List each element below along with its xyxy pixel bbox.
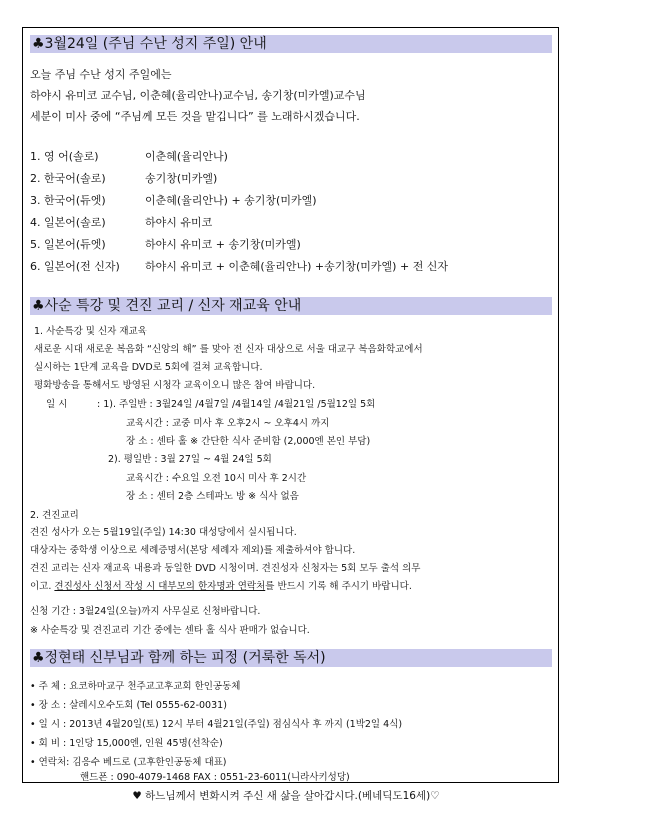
footer-quote: ♥ 하느님께서 변화시켜 주신 새 삶을 살아갑시다.(베네딕도16세)♡ — [132, 790, 440, 802]
section1-title: ♣3월24일 (주님 수난 성지 주일) 안내 — [30, 35, 552, 53]
p2-line-4-end: 를 반드시 기록 해 주시기 바랍니다. — [265, 581, 412, 592]
weekday-class-time: 교육시간 : 수요일 오전 10시 미사 후 2시간 — [126, 473, 307, 484]
intro-line-2: 하야시 유미코 교수님, 이춘혜(율리안나)교수님, 송기창(미카엘)교수님 — [30, 89, 366, 102]
song-6-singer: 하야시 유미코 + 이춘혜(율리안나) +송기창(미카엘) + 전 신자 — [145, 260, 449, 273]
intro-line-3: 세분이 미사 중에 “주님께 모든 것을 맡깁니다” 를 노래하시겠습니다. — [30, 110, 360, 123]
section3-title: ♣정현태 신부님과 함께 하는 피정 (거룩한 독서) — [30, 649, 552, 667]
p1-heading: 1. 사순특강 및 신자 재교육 — [34, 326, 147, 337]
song-4-singer: 하야시 유미코 — [145, 216, 213, 229]
sunday-class-dates: : 1). 주일반 : 3월24일 /4월7일 /4월14일 /4월21일 /5월12일 5회 — [97, 399, 376, 410]
p2-line-4 — [30, 578, 412, 592]
p2-line-1: 견진 성사가 오는 5월19일(주일) 14:30 대성당에서 실시됩니다. — [30, 527, 297, 538]
meal-note: ※ 사순특강 및 견진교리 기간 중에는 센타 홀 식사 판매가 없습니다. — [30, 625, 310, 636]
p2-line-3: 견진 교리는 신자 재교육 내용과 동일한 DVD 시청이며. 견진성자 신청자는 5회 모두 출석 의무 — [30, 563, 421, 574]
sunday-class-time: 교육시간 : 교중 미사 후 오후2시 ~ 오후4시 까지 — [126, 418, 330, 429]
p2-heading: 2. 견진교리 — [30, 510, 79, 521]
song-1-lang: 1. 영 어(솔로) — [30, 150, 99, 163]
song-6-lang: 6. 일본어(전 신자) — [30, 260, 120, 273]
retreat-place: • 장 소 : 살레시오수도회 (Tel 0555-62-0031) — [30, 700, 227, 711]
section2-title: ♣사순 특강 및 견진 교리 / 신자 재교육 안내 — [30, 297, 552, 315]
p1-line-2: 실시하는 1단계 교육을 DVD로 5회에 걸쳐 교육합니다. — [34, 362, 263, 373]
song-1-singer: 이춘혜(율리안나) — [145, 150, 228, 163]
retreat-contact: • 연락처: 김응수 베드로 (고후한인공동체 대표) — [30, 757, 227, 768]
intro-line-1: 오늘 주님 수난 성지 주일에는 — [30, 68, 172, 81]
p1-line-1: 새로운 시대 새로운 복음화 “신앙의 해” 를 맞아 전 신자 대상으로 서울 대교구 복음화학교에서 — [34, 344, 423, 355]
p1-line-3: 평화방송을 통해서도 방영된 시청각 교육이오니 많은 참여 바랍니다. — [34, 380, 316, 391]
date-label: 일 시 — [46, 399, 68, 410]
p2-line-2: 대상자는 중학생 이상으로 세례증명서(본당 세례자 제외)를 제출하셔야 합니다. — [30, 545, 356, 556]
p2-line-4-underlined: 견진성사 신청서 작성 시 대부모의 한자명과 연락처 — [54, 581, 266, 592]
p2-line-4-start: 이고. — [30, 581, 55, 592]
song-5-singer: 하야시 유미코 + 송기창(미카엘) — [145, 238, 301, 251]
retreat-host: • 주 체 : 요코하마교구 천주교고후교회 한인공동체 — [30, 681, 241, 692]
song-2-singer: 송기창(미카엘) — [145, 172, 218, 185]
song-2-lang: 2. 한국어(솔로) — [30, 172, 106, 185]
apply-period: 신청 기간 : 3월24일(오늘)까지 사무실로 신청바랍니다. — [30, 606, 261, 617]
retreat-fee: • 회 비 : 1인당 15,000엔, 인원 45명(선착순) — [30, 738, 223, 749]
song-3-lang: 3. 한국어(듀엣) — [30, 194, 106, 207]
song-3-singer: 이춘혜(율리안나) + 송기창(미카엘) — [145, 194, 317, 207]
song-5-lang: 5. 일본어(듀엣) — [30, 238, 106, 251]
retreat-phone-fax: 핸드폰 : 090-4079-1468 FAX : 0551-23-6011(니라사키성당) — [80, 772, 350, 783]
sunday-class-place: 장 소 : 센타 홀 ※ 간단한 식사 준비함 (2,000엔 본인 부담) — [126, 436, 371, 447]
song-4-lang: 4. 일본어(솔로) — [30, 216, 106, 229]
weekday-class-dates: 2). 평일반 : 3월 27일 ~ 4월 24일 5회 — [108, 454, 272, 465]
weekday-class-place: 장 소 : 센터 2층 스테파노 방 ※ 식사 없음 — [126, 491, 299, 502]
retreat-date: • 일 시 : 2013년 4월20일(토) 12시 부터 4월21일(주일) 점심식사 후 까지 (1박2일 4식) — [30, 719, 403, 730]
